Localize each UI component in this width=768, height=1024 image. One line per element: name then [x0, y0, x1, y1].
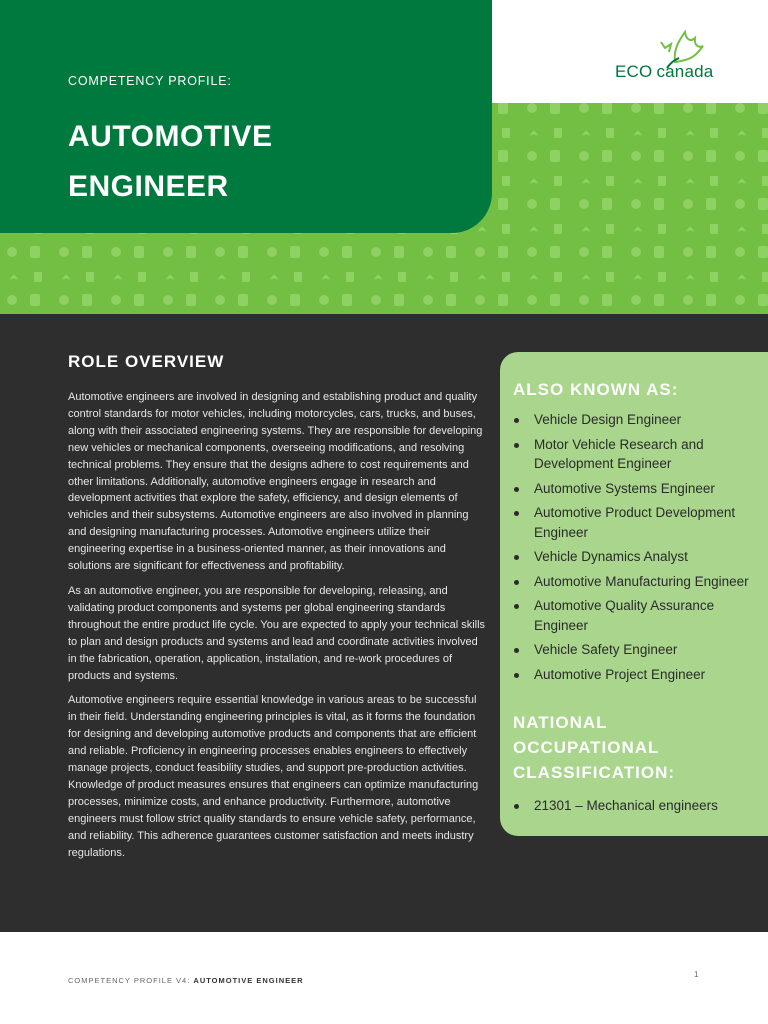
list-item-text: Vehicle Dynamics Analyst — [534, 549, 688, 564]
list-item-text: 21301 – Mechanical engineers — [534, 798, 718, 813]
list-item — [513, 435, 758, 474]
list-item — [513, 640, 758, 660]
role-paragraph: As an automotive engineer, you are responsible for developing, releasing, and validating product components and systems per global engineering standards throughout the entire product life cycle. You are expected to apply your technical skills to plan and design products and systems and lead and coordinate activities involved in the fabrication, operation, application, installation, and re-work procedures of products and systems. — [68, 584, 486, 682]
logo-wordmark — [615, 62, 713, 82]
list-item-text: Vehicle Design Engineer — [534, 412, 682, 427]
bullet-icon — [514, 487, 519, 492]
logo-canada-text: canada — [656, 62, 714, 81]
noc-heading-line-1: NATIONAL — [513, 713, 608, 732]
role-paragraph: Automotive engineers are involved in designing and establishing product and quality control standards for motor vehicles, including motorcycles, cars, trucks, and buses, along with their associated engineering systems. They are responsible for developing new vehicles or mechanical components, overseeing modifications, and resolving technical problems. They ensure that the designs adhere to cost requirements and other limitations. Additionally, automotive engineers engage in research and development activities that explore the safety, efficiency, and design elements of vehicles and their subsystems. Automotive engineers are also involved in planning and designing manufacturing processes. Automotive engineers utilize their engineering expertise in a business-oriented manner, as their innovations and solutions are significant for effectiveness and profitability. — [68, 391, 483, 573]
list-item — [513, 665, 758, 685]
bullet-icon — [514, 604, 519, 609]
logo-eco-text: ECO — [615, 62, 653, 81]
page-number: 1 — [694, 970, 699, 979]
bullet-icon — [514, 443, 519, 448]
list-item-text: Motor Vehicle Research and Development Engineer — [534, 436, 704, 471]
bullet-icon — [514, 580, 519, 585]
bullet-icon — [514, 511, 519, 516]
role-paragraph: Automotive engineers require essential knowledge in various areas to be successful in their field. Understanding engineering principles is vital, as it forms the foundation for designing and developing automotive products and components that are efficient and reliable. Proficiency in engineering processes enables engineers to effectively manage projects, conduct feasibility studies, and support pre-production activities. Knowledge of product measures ensures that engineers can optimize manufacturing processes, minimize costs, and enhance productivity. Furthermore, automotive engineers must follow strict quality standards to ensure vehicle safety, performance, and reliability. This adherence guarantees customer satisfaction and meets industry regulations. — [68, 694, 479, 859]
side-panel — [500, 352, 768, 836]
also-known-as-list — [513, 410, 758, 689]
footer-prefix: COMPETENCY PROFILE V4: — [68, 976, 191, 985]
list-item — [513, 547, 758, 567]
noc-list — [513, 796, 758, 821]
list-item-text: Automotive Product Development Engineer — [534, 505, 736, 540]
page-title — [68, 112, 272, 212]
noc-heading — [513, 710, 675, 785]
list-item — [513, 796, 758, 816]
list-item — [513, 596, 758, 635]
list-item — [513, 410, 758, 430]
list-item-text: Automotive Systems Engineer — [534, 480, 715, 496]
also-known-as-heading: ALSO KNOWN AS: — [513, 380, 679, 399]
title-line-1: AUTOMOTIVE — [68, 120, 273, 153]
noc-heading-line-2: OCCUPATIONAL — [513, 738, 660, 757]
header-banner — [0, 0, 768, 314]
role-overview-body — [68, 389, 488, 869]
list-item-text: Automotive Quality Assurance Engineer — [534, 598, 715, 633]
footer-title: AUTOMOTIVE ENGINEER — [193, 976, 304, 985]
list-item — [513, 479, 758, 499]
bullet-icon — [514, 648, 519, 653]
document-kicker: COMPETENCY PROFILE: — [68, 74, 232, 88]
list-item-text: Automotive Manufacturing Engineer — [534, 573, 749, 589]
noc-heading-line-3: CLASSIFICATION: — [513, 763, 676, 782]
bullet-icon — [514, 555, 519, 560]
list-item — [513, 572, 758, 592]
footer-label — [68, 976, 304, 985]
role-overview-heading: ROLE OVERVIEW — [68, 352, 225, 371]
list-item-text: Automotive Project Engineer — [534, 666, 706, 682]
list-item — [513, 503, 758, 542]
list-item-text: Vehicle Safety Engineer — [534, 642, 678, 657]
bullet-icon — [514, 804, 519, 809]
title-panel — [0, 0, 492, 233]
bullet-icon — [514, 418, 519, 423]
title-line-2: ENGINEER — [68, 170, 229, 203]
bullet-icon — [514, 673, 519, 678]
